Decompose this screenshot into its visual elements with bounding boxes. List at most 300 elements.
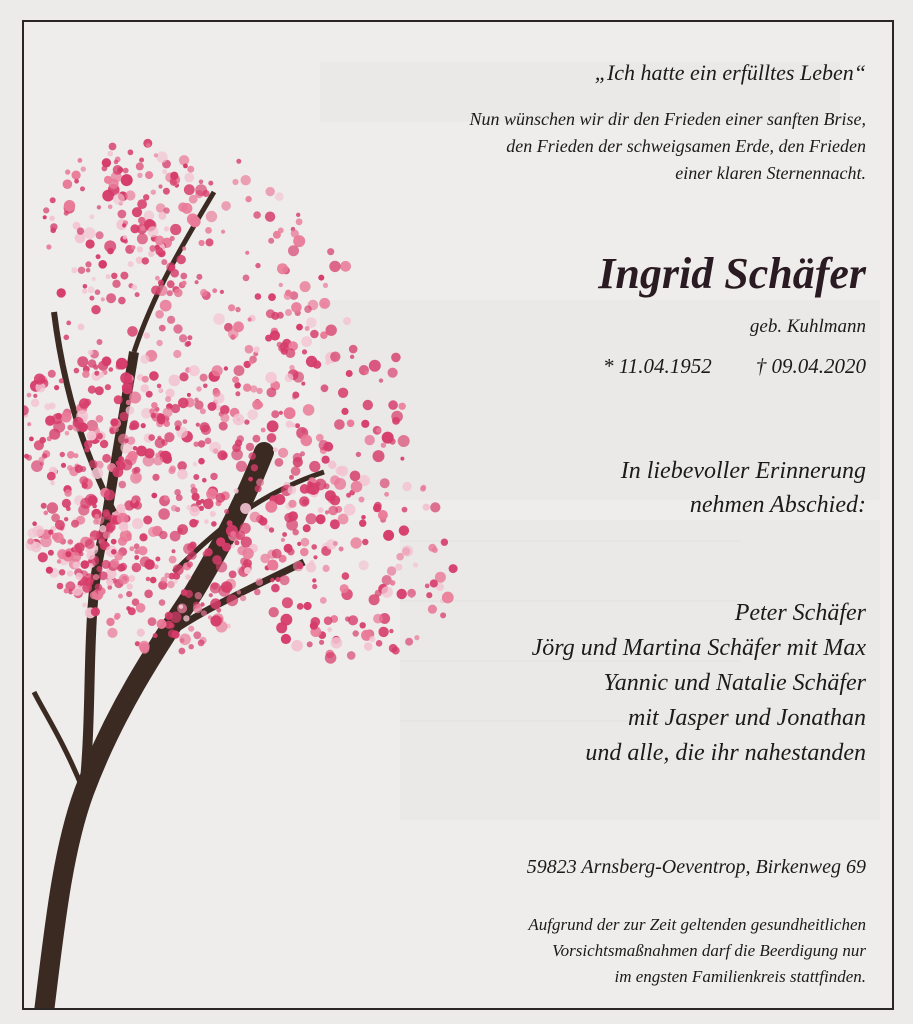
blossom-petal [265, 501, 277, 513]
blossom-petal [282, 597, 293, 608]
blossom-petal [267, 420, 279, 432]
blossom-petal [240, 595, 246, 601]
blossom-petal [174, 489, 181, 496]
blossom-petal [74, 543, 84, 553]
blossom-petal [128, 149, 134, 155]
blossom-petal [33, 525, 45, 537]
mourner: Peter Schäfer [734, 600, 866, 626]
blossom-petal [200, 499, 205, 504]
blossom-petal [130, 224, 139, 233]
blossom-petal [183, 419, 188, 424]
blossom-petal [330, 508, 335, 513]
blossom-petal [157, 414, 166, 423]
blossom-petal [192, 493, 200, 501]
blossom-petal [388, 368, 398, 378]
blossom-petal [362, 539, 368, 545]
blossom-petal [141, 423, 146, 428]
blossom-petal [387, 566, 396, 575]
blossom-petal [82, 603, 87, 608]
blossom-petal [158, 280, 164, 286]
blossom-petal [228, 304, 235, 311]
blossom-petal [122, 384, 127, 389]
blossom-petal [162, 169, 167, 174]
blossom-petal [253, 211, 261, 219]
blossom-petal [277, 263, 288, 274]
blossom-petal [236, 461, 247, 472]
blossom-petal [200, 374, 208, 382]
mourners-list [532, 596, 866, 771]
blossom-petal [159, 388, 163, 392]
blossom-petal [120, 272, 128, 280]
blossom-petal [265, 212, 275, 222]
blossom-petal [179, 605, 183, 609]
blossom-petal [177, 469, 188, 480]
blossom-petal [236, 159, 241, 164]
blossom-petal [151, 493, 157, 499]
blossom-petal [221, 201, 231, 211]
blossom-petal [203, 499, 214, 510]
blossom-petal [163, 188, 170, 195]
blossom-petal [271, 410, 279, 418]
blossom-petal [428, 544, 436, 552]
blossom-petal [32, 521, 37, 526]
blossom-petal [359, 520, 366, 527]
blossom-petal [234, 488, 239, 493]
blossom-petal [83, 284, 88, 289]
blossom-petal [220, 290, 224, 294]
blossom-petal [146, 143, 151, 148]
blossom-petal [158, 212, 166, 220]
blossom-petal [40, 536, 52, 548]
blossom-petal [369, 594, 380, 605]
blossom-petal [99, 525, 106, 532]
blossom-petal [38, 552, 48, 562]
blossom-petal [174, 289, 183, 298]
blossom-petal [44, 511, 49, 516]
blossom-petal [281, 634, 291, 644]
blossom-petal [137, 233, 148, 244]
blossom-petal [376, 428, 381, 433]
blossom-petal [196, 274, 202, 280]
blossom-petal [210, 583, 221, 594]
blossom-petal [188, 626, 194, 632]
blossom-petal [273, 447, 278, 452]
blossom-petal [118, 297, 126, 305]
blossom-petal [127, 583, 133, 589]
blossom-petal [106, 579, 113, 586]
blossom-petal [189, 519, 198, 528]
blossom-petal [388, 400, 398, 410]
blossom-petal [267, 388, 277, 398]
blossom-petal [350, 537, 361, 548]
blossom-petal [85, 539, 95, 549]
blossom-petal [296, 218, 303, 225]
blossom-petal [54, 385, 59, 390]
blossom-petal [119, 412, 128, 421]
blossom-petal [334, 478, 346, 490]
blossom-petal [200, 422, 210, 432]
blossom-petal [209, 442, 221, 454]
blossom-petal [320, 597, 327, 604]
blossom-petal [91, 607, 100, 616]
blossom-petal [142, 376, 149, 383]
blossom-petal [224, 366, 228, 370]
blossom-petal [291, 302, 302, 313]
blossom-petal [105, 384, 111, 390]
blossom-petal [410, 594, 414, 598]
blossom-petal [169, 375, 181, 387]
blossom-petal [43, 207, 49, 213]
verse-line: einer klaren Sternennacht. [675, 163, 866, 183]
blossom-petal [383, 530, 394, 541]
blossom-petal [188, 551, 197, 560]
blossom-petal [64, 489, 71, 496]
blossom-petal [356, 452, 361, 457]
blossom-petal [378, 510, 388, 520]
blossom-petal [167, 290, 173, 296]
blossom-petal [142, 257, 149, 264]
blossom-petal [189, 542, 196, 549]
blossom-petal [402, 507, 408, 513]
blossom-petal [279, 283, 283, 287]
blossom-tree-illustration [24, 92, 484, 1010]
blossom-petal [136, 603, 146, 613]
blossom-petal [95, 584, 103, 592]
blossom-petal [111, 539, 117, 545]
blossom-petal [102, 158, 111, 167]
blossom-petal [392, 417, 400, 425]
blossom-petal [60, 526, 64, 530]
obituary-frame [22, 20, 894, 1010]
blossom-petal [373, 614, 383, 624]
blossom-petal [98, 361, 108, 371]
blossom-petal [80, 186, 85, 191]
blossom-petal [145, 171, 153, 179]
blossom-petal [273, 231, 281, 239]
blossom-petal [24, 405, 29, 415]
blossom-petal [304, 602, 312, 610]
blossom-petal [325, 510, 329, 514]
blossom-petal [189, 644, 194, 649]
mourner: mit Jasper und Jonathan [628, 705, 866, 731]
blossom-petal [39, 457, 45, 463]
blossom-petal [44, 403, 51, 410]
blossom-petal [243, 275, 250, 282]
blossom-petal [41, 503, 47, 509]
blossom-petal [312, 584, 317, 589]
blossom-petal [193, 220, 200, 227]
blossom-petal [72, 171, 81, 180]
blossom-petal [114, 160, 119, 165]
blossom-petal [337, 466, 348, 477]
blossom-petal [184, 184, 195, 195]
blossom-petal [129, 424, 135, 430]
blossom-petal [148, 434, 155, 441]
blossom-petal [82, 483, 88, 489]
blossom-petal [160, 300, 172, 312]
blossom-petal [390, 580, 396, 586]
blossom-petal [287, 548, 294, 555]
blossom-petal [246, 443, 254, 451]
blossom-petal [164, 226, 169, 231]
blossom-petal [209, 593, 213, 597]
blossom-petal [344, 504, 356, 516]
blossom-petal [381, 586, 393, 598]
blossom-petal [47, 502, 58, 513]
blossom-petal [232, 443, 241, 452]
blossom-petal [365, 371, 369, 375]
blossom-petal [440, 612, 446, 618]
blossom-petal [187, 561, 193, 567]
blossom-petal [168, 467, 175, 474]
blossom-petal [203, 551, 209, 557]
blossom-petal [136, 162, 144, 170]
blossom-petal [46, 567, 53, 574]
blossom-petal [102, 560, 111, 569]
blossom-petal [99, 571, 108, 580]
blossom-petal [226, 594, 238, 606]
blossom-petal [61, 412, 72, 423]
blossom-petal [313, 555, 317, 559]
blossom-petal [148, 251, 154, 257]
blossom-petal [65, 169, 70, 174]
blossom-petal [312, 578, 316, 582]
blossom-petal [158, 184, 162, 188]
blossom-petal [340, 584, 349, 593]
blossom-petal [78, 267, 85, 274]
life-dates [603, 354, 866, 379]
blossom-petal [130, 472, 142, 484]
blossom-petal [27, 422, 31, 426]
blossom-petal [318, 507, 324, 513]
blossom-petal [343, 317, 351, 325]
blossom-petal [208, 181, 213, 186]
blossom-petal [202, 478, 207, 483]
blossom-petal [306, 513, 317, 524]
blossom-petal [64, 211, 69, 216]
blossom-petal [430, 502, 440, 512]
blossom-petal [74, 179, 79, 184]
blossom-petal [91, 305, 100, 314]
blossom-petal [171, 505, 177, 511]
blossom-petal [158, 508, 170, 520]
blossom-petal [324, 616, 333, 625]
blossom-petal [89, 215, 94, 220]
blossom-petal [327, 248, 334, 255]
blossom-petal [119, 481, 127, 489]
blossom-petal [334, 419, 345, 430]
blossom-petal [82, 370, 90, 378]
blossom-petal [240, 503, 251, 514]
blossom-petal [170, 224, 181, 235]
blossom-petal [189, 506, 200, 517]
blossom-petal [361, 515, 366, 520]
blossom-petal [108, 205, 113, 210]
blossom-petal [319, 640, 324, 645]
blossom-petal [147, 226, 158, 237]
blossom-petal [378, 627, 388, 637]
blossom-petal [144, 590, 153, 599]
blossom-petal [77, 356, 88, 367]
blossom-petal [98, 260, 107, 269]
blossom-petal [140, 556, 151, 567]
blossom-petal [107, 585, 112, 590]
blossom-petal [170, 236, 175, 241]
blossom-petal [233, 414, 245, 426]
blossom-petal [327, 627, 332, 632]
blossom-petal [220, 413, 229, 422]
blossom-petal [107, 628, 117, 638]
blossom-petal [338, 388, 348, 398]
blossom-petal [149, 371, 159, 381]
blossom-petal [247, 409, 258, 420]
verse-line: Nun wünschen wir dir den Frieden einer sanften Brise, [469, 109, 866, 129]
blossom-petal [253, 346, 260, 353]
blossom-petal [123, 235, 128, 240]
blossom-petal [59, 378, 64, 383]
blossom-petal [87, 431, 97, 441]
blossom-petal [117, 167, 123, 173]
blossom-petal [288, 486, 297, 495]
blossom-petal [106, 274, 111, 279]
blossom-petal [59, 569, 65, 575]
blossom-petal [31, 399, 39, 407]
blossom-petal [73, 417, 84, 428]
blossom-petal [154, 564, 159, 569]
blossom-petal [349, 345, 358, 354]
blossom-petal [167, 316, 175, 324]
blossom-petal [399, 525, 409, 535]
blossom-petal [168, 629, 176, 637]
blossom-petal [216, 537, 225, 546]
blossom-petal [380, 478, 390, 488]
blossom-petal [64, 517, 68, 521]
blossom-petal [124, 239, 128, 243]
blossom-petal [308, 483, 320, 495]
blossom-petal [237, 435, 244, 442]
blossom-petal [107, 151, 113, 157]
blossom-petal [389, 644, 398, 653]
blossom-petal [350, 355, 354, 359]
blossom-petal [84, 227, 96, 239]
blossom-petal [29, 437, 34, 442]
blossom-petal [373, 450, 385, 462]
blossom-petal [161, 440, 167, 446]
blossom-petal [169, 556, 177, 564]
blossom-petal [310, 330, 319, 339]
blossom-petal [251, 464, 258, 471]
blossom-petal [88, 359, 96, 367]
blossom-petal [140, 355, 149, 364]
blossom-petal [430, 579, 438, 587]
blossom-petal [211, 521, 217, 527]
blossom-petal [88, 386, 96, 394]
blossom-petal [301, 336, 312, 347]
blossom-petal [88, 350, 94, 356]
blossom-petal [50, 197, 56, 203]
blossom-petal [67, 571, 73, 577]
blossom-petal [220, 405, 230, 415]
blossom-petal [402, 545, 413, 556]
blossom-petal [256, 578, 264, 586]
blossom-petal [270, 562, 279, 571]
blossom-petal [265, 335, 272, 342]
blossom-petal [346, 370, 353, 377]
blossom-petal [255, 263, 260, 268]
family-address: 59823 Arnsberg-Oeventrop, Birkenweg 69 [526, 856, 866, 878]
blossom-petal [27, 393, 32, 398]
mourner: und alle, die ihr nahestanden [585, 740, 866, 766]
blossom-petal [213, 313, 225, 325]
blossom-petal [111, 273, 117, 279]
blossom-petal [329, 261, 340, 272]
blossom-petal [86, 239, 95, 248]
blossom-petal [267, 433, 277, 443]
blossom-petal [143, 516, 152, 525]
blossom-petal [50, 481, 55, 486]
blossom-petal [318, 275, 324, 281]
blossom-petal [187, 335, 192, 340]
blossom-petal [325, 652, 337, 664]
blossom-petal [127, 536, 131, 540]
blossom-petal [124, 438, 129, 443]
blossom-petal [259, 517, 268, 526]
blossom-petal [137, 629, 145, 637]
blossom-petal [364, 642, 373, 651]
blossom-petal [253, 435, 261, 443]
blossom-petal [279, 575, 289, 585]
blossom-petal [309, 461, 320, 472]
blossom-petal [151, 190, 156, 195]
blossom-petal [284, 407, 296, 419]
blossom-petal [229, 571, 237, 579]
blossom-petal [224, 509, 229, 514]
blossom-petal [282, 532, 287, 537]
blossom-petal [116, 358, 128, 370]
blossom-petal [33, 394, 37, 398]
blossom-petal [81, 166, 86, 171]
blossom-petal [183, 164, 188, 169]
blossom-petal [302, 349, 307, 354]
blossom-petal [113, 426, 119, 432]
blossom-petal [63, 179, 73, 189]
blossom-petal [271, 584, 280, 593]
blossom-petal [150, 577, 157, 584]
blossom-petal [132, 468, 138, 474]
blossom-petal [425, 584, 430, 589]
blossom-petal [441, 539, 448, 546]
blossom-petal [193, 462, 198, 467]
blossom-petal [134, 501, 142, 509]
blossom-petal [151, 413, 157, 419]
blossom-petal [112, 280, 120, 288]
blossom-petal [163, 454, 173, 464]
blossom-petal [250, 512, 261, 523]
blossom-petal [397, 589, 407, 599]
blossom-petal [342, 572, 350, 580]
blossom-petal [96, 415, 104, 423]
blossom-petal [167, 280, 175, 288]
blossom-petal [67, 451, 75, 459]
blossom-petal [71, 520, 79, 528]
blossom-petal [216, 493, 226, 503]
blossom-petal [64, 200, 75, 211]
blossom-petal [359, 560, 369, 570]
blossom-petal [330, 352, 340, 362]
blossom-petal [326, 325, 337, 336]
blossom-petal [181, 589, 187, 595]
blossom-petal [351, 481, 363, 493]
